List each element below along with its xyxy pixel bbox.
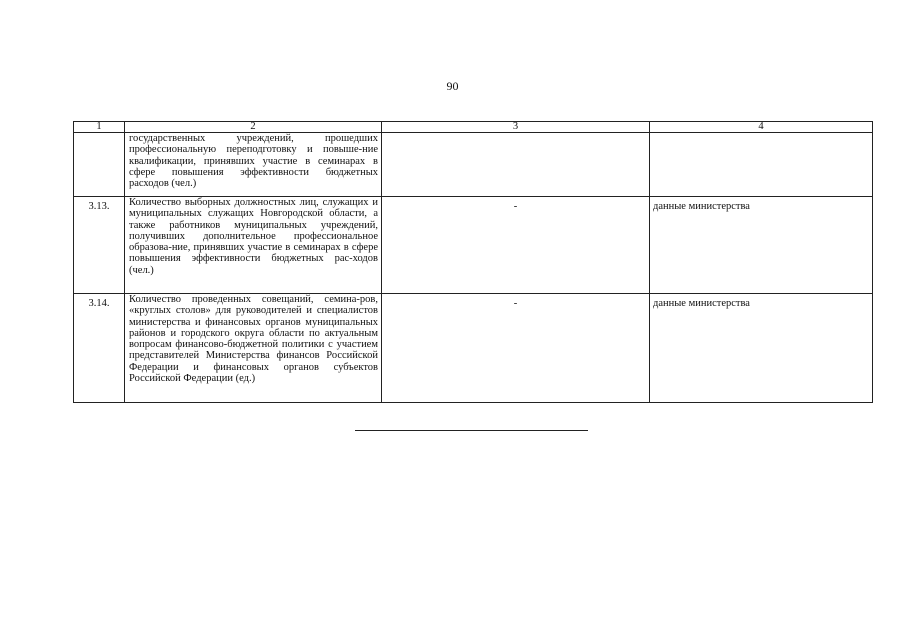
row-source: данные министерства [650, 197, 873, 294]
page-number: 90 [446, 79, 459, 93]
header-col-4: 4 [650, 122, 873, 133]
indicators-table [73, 121, 873, 403]
row-value [382, 133, 650, 197]
row-source: данные министерства [650, 294, 873, 403]
table-row [74, 294, 873, 403]
row-number: 3.13. [74, 197, 125, 294]
header-col-2: 2 [125, 122, 382, 133]
row-number [74, 133, 125, 197]
header-col-1: 1 [74, 122, 125, 133]
row-source [650, 133, 873, 197]
row-description: Количество выборных должностных лиц, служащих и муниципальных служащих Новгородской области, а также работников муниципальных учреждений, получивших дополнительное профессиональное образова-ние, принявших участие в семинарах в сфере повышения эффективности бюджетных рас-ходов (чел.) [125, 197, 382, 294]
header-row [74, 122, 873, 133]
row-description: государственных учреждений, прошедших профессиональную переподготовку и повыше-ние квалификации, принявших участие в семинарах в сфере повышения эффективности бюджетных расходов (чел.) [125, 133, 382, 197]
row-value: - [382, 197, 650, 294]
row-description: Количество проведенных совещаний, семина-ров, «круглых столов» для руководителей и специалистов министерства и финансовых органов муниципальных районов и городского округа области по актуальным вопросам финансово-бюджетной политики с участием представителей Министерства финансов Российской Федерации и финансовых органов субъектов Российской Федерации (ед.) [125, 294, 382, 403]
row-number: 3.14. [74, 294, 125, 403]
end-divider [355, 430, 588, 431]
row-value: - [382, 294, 650, 403]
table-row [74, 133, 873, 197]
table-row [74, 197, 873, 294]
header-col-3: 3 [382, 122, 650, 133]
